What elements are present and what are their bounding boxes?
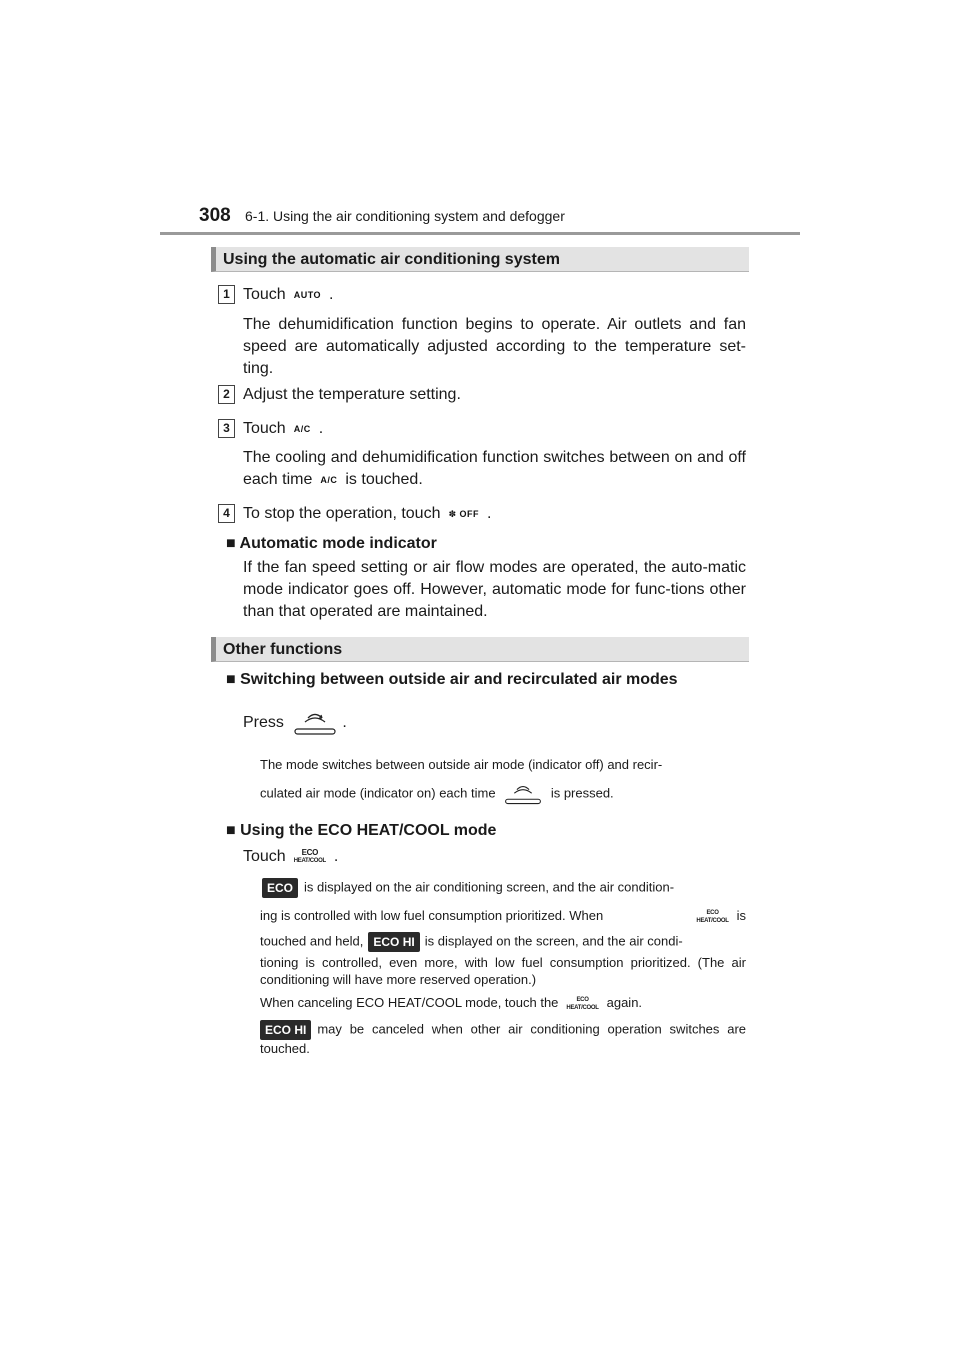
eco-paragraph-2: When canceling ECO HEAT/COOL mode, touch the ECO HEAT/COOL again. [260, 995, 643, 1011]
eco-paragraph-1d: tioning is controlled, even more, with low fuel consumption prioritized. (The air conditioning will have more reserved operation.) [260, 955, 746, 987]
square-bullet-icon: ■ [226, 535, 236, 552]
step-1-text: Touch [243, 286, 286, 304]
air-mode-note-line2: culated air mode (indicator on) each time is pressed. [260, 782, 614, 806]
step-3-instruction: Touch A/C . [243, 418, 323, 440]
step-1-detail: The dehumidification function begins to operate. Air outlets and fan speed are automatically adjusted according to the temperature set-ting. [243, 316, 746, 377]
fan-icon: ✽ [448, 509, 457, 519]
eco-paragraph-1a: ECO is displayed on the air conditioning screen, and the air condition- [262, 878, 748, 898]
eco-mode-heading: ■ Using the ECO HEAT/COOL mode [226, 822, 497, 839]
eco-paragraph-3: ECO HI may be canceled when other air conditioning operation switches are touched. [260, 1021, 746, 1056]
step-number-1: 1 [218, 285, 235, 304]
auto-mode-text: If the fan speed setting or air flow modes are operated, the auto-matic mode indicator goes off. However, automatic mode for func-tions other than that operated are maintained. [243, 559, 746, 620]
header-divider [160, 232, 800, 235]
section-title-automatic-ac: Using the automatic air conditioning system [211, 247, 749, 272]
recirculation-button-icon [503, 782, 543, 806]
eco-paragraph-1c: touched and held, ECO HI is displayed on the screen, and the air condi- [260, 932, 746, 952]
step-2-instruction: Adjust the temperature setting. [243, 386, 461, 403]
step-4-instruction: To stop the operation, touch ✽ OFF . [243, 503, 491, 525]
step-number-2: 2 [218, 385, 235, 404]
step-3-detail: The cooling and dehumidification function switches between on and off each time A/C is touched. [243, 447, 746, 491]
eco-paragraph-1b: ing is controlled with low fuel consumption prioritized. When ECO HEAT/COOL is [260, 908, 746, 924]
press-recirc-instruction: Press . [243, 710, 347, 736]
ac-button-icon: A/C [293, 424, 311, 434]
section-title-other-functions: Other functions [211, 637, 749, 662]
auto-mode-heading: ■ Automatic mode indicator [226, 535, 437, 552]
step-number-3: 3 [218, 419, 235, 438]
square-bullet-icon: ■ [226, 822, 236, 839]
eco-heat-cool-button-icon: ECO HEAT/COOL [566, 996, 599, 1011]
eco-heat-cool-button-icon: ECO HEAT/COOL [293, 847, 326, 864]
square-bullet-icon: ■ [226, 671, 236, 688]
eco-touch-instruction: Touch ECO HEAT/COOL . [243, 847, 339, 865]
eco-badge-icon: ECO [262, 878, 298, 898]
eco-hi-badge-icon: ECO HI [368, 932, 419, 952]
step-number-4: 4 [218, 504, 235, 523]
step-1-instruction: Touch AUTO . [243, 284, 334, 306]
ac-button-icon: A/C [320, 475, 338, 485]
air-mode-note-line1: The mode switches between outside air mode (indicator off) and recir- [260, 757, 663, 772]
auto-button-icon: AUTO [293, 290, 322, 300]
recirculation-button-icon [292, 710, 338, 736]
eco-hi-badge-icon: ECO HI [260, 1020, 311, 1040]
eco-heat-cool-button-icon: ECO HEAT/COOL [696, 909, 729, 924]
page-number: 308 [199, 205, 231, 226]
chapter-title: 6-1. Using the air conditioning system and defogger [245, 208, 565, 224]
air-modes-heading: ■ Switching between outside air and recirculated air modes [226, 671, 678, 688]
fan-off-button-icon: ✽ OFF [448, 509, 480, 519]
